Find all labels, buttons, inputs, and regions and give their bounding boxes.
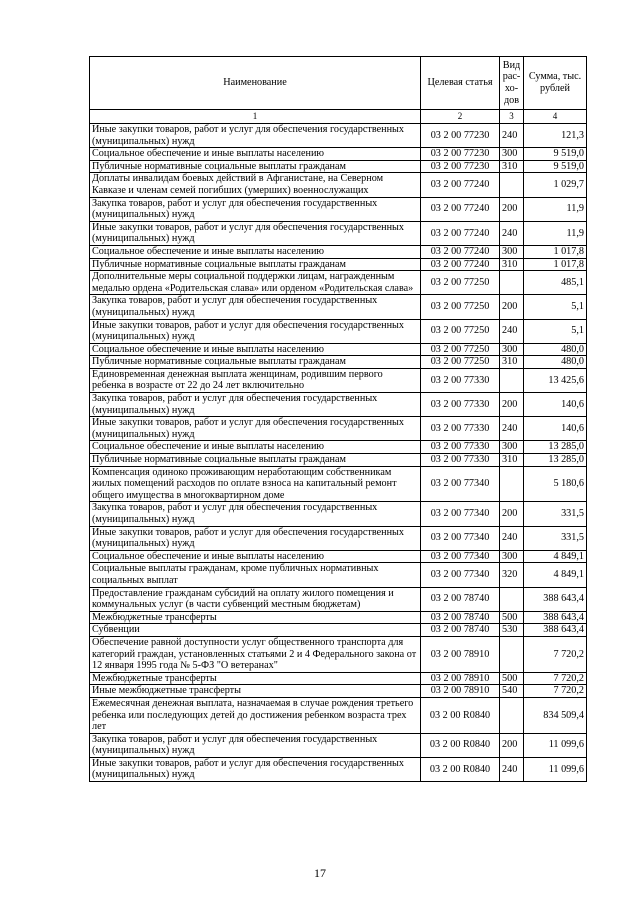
row-sum-cell: 1 029,7 [524, 173, 587, 197]
row-name-cell: Дополнительные меры социальной поддержки лицам, награжденным медалью ордена «Родительская слава» или орденом «Родительская слава» [90, 271, 421, 295]
table-row [90, 526, 587, 550]
row-name-cell: Иные межбюджетные трансферты [90, 685, 421, 698]
row-target-article-cell: 03 2 00 77340 [421, 466, 500, 502]
row-sum-cell: 5,1 [524, 295, 587, 319]
page-number: 17 [314, 866, 326, 880]
table-row [90, 757, 587, 781]
row-target-article-cell: 03 2 00 77340 [421, 550, 500, 563]
row-sum-cell: 140,6 [524, 417, 587, 441]
row-target-article-cell: 03 2 00 78910 [421, 685, 500, 698]
header-name: Наименование [90, 57, 421, 110]
row-sum-cell: 1 017,8 [524, 258, 587, 271]
row-target-article-cell: 03 2 00 77240 [421, 245, 500, 258]
table-row [90, 672, 587, 685]
row-name-cell: Закупка товаров, работ и услуг для обеспечения государственных (муниципальных) нужд [90, 502, 421, 526]
row-expense-type-cell: 200 [500, 295, 524, 319]
table-row [90, 733, 587, 757]
row-expense-type-cell: 540 [500, 685, 524, 698]
header-sum: Сумма, тыс. рублей [524, 57, 587, 110]
column-number-3: 3 [500, 110, 524, 124]
row-name-cell: Социальные выплаты гражданам, кроме публичных нормативных социальных выплат [90, 563, 421, 587]
row-sum-cell: 4 849,1 [524, 563, 587, 587]
row-sum-cell: 4 849,1 [524, 550, 587, 563]
row-target-article-cell: 03 2 00 78740 [421, 587, 500, 611]
table-row [90, 697, 587, 733]
row-target-article-cell: 03 2 00 77250 [421, 319, 500, 343]
row-expense-type-cell: 240 [500, 124, 524, 148]
table-row [90, 417, 587, 441]
table-body [90, 124, 587, 782]
row-target-article-cell: 03 2 00 77240 [421, 258, 500, 271]
row-sum-cell: 485,1 [524, 271, 587, 295]
table-row [90, 319, 587, 343]
row-target-article-cell: 03 2 00 R0840 [421, 697, 500, 733]
row-target-article-cell: 03 2 00 77340 [421, 563, 500, 587]
column-number-1: 1 [90, 110, 421, 124]
row-expense-type-cell: 300 [500, 148, 524, 161]
row-expense-type-cell: 240 [500, 526, 524, 550]
row-target-article-cell: 03 2 00 77240 [421, 197, 500, 221]
row-name-cell: Публичные нормативные социальные выплаты гражданам [90, 356, 421, 369]
row-expense-type-cell: 300 [500, 441, 524, 454]
column-numbers-row [90, 110, 587, 124]
row-target-article-cell: 03 2 00 78910 [421, 636, 500, 672]
table-row [90, 148, 587, 161]
row-name-cell: Публичные нормативные социальные выплаты гражданам [90, 258, 421, 271]
row-expense-type-cell [500, 271, 524, 295]
table-row [90, 611, 587, 624]
row-sum-cell: 11 099,6 [524, 733, 587, 757]
row-sum-cell: 331,5 [524, 502, 587, 526]
table-row [90, 685, 587, 698]
row-name-cell: Компенсация одиноко проживающим неработающим собственникам жилых помещений расходов по оплате взноса на капитальный ремонт общего имущества в многоквартирном доме [90, 466, 421, 502]
row-sum-cell: 11,9 [524, 221, 587, 245]
row-sum-cell: 834 509,4 [524, 697, 587, 733]
row-sum-cell: 7 720,2 [524, 685, 587, 698]
table-row [90, 587, 587, 611]
row-sum-cell: 9 519,0 [524, 148, 587, 161]
row-sum-cell: 13 285,0 [524, 441, 587, 454]
row-sum-cell: 11,9 [524, 197, 587, 221]
row-name-cell: Иные закупки товаров, работ и услуг для обеспечения государственных (муниципальных) нужд [90, 757, 421, 781]
row-name-cell: Иные закупки товаров, работ и услуг для обеспечения государственных (муниципальных) нужд [90, 417, 421, 441]
row-name-cell: Иные закупки товаров, работ и услуг для обеспечения государственных (муниципальных) нужд [90, 221, 421, 245]
row-name-cell: Иные закупки товаров, работ и услуг для обеспечения государственных (муниципальных) нужд [90, 319, 421, 343]
row-expense-type-cell: 310 [500, 160, 524, 173]
row-name-cell: Иные закупки товаров, работ и услуг для обеспечения государственных (муниципальных) нужд [90, 124, 421, 148]
table-row [90, 550, 587, 563]
row-name-cell: Социальное обеспечение и иные выплаты населению [90, 245, 421, 258]
row-name-cell: Социальное обеспечение и иные выплаты населению [90, 148, 421, 161]
row-sum-cell: 7 720,2 [524, 672, 587, 685]
row-name-cell: Межбюджетные трансферты [90, 611, 421, 624]
row-sum-cell: 1 017,8 [524, 245, 587, 258]
row-sum-cell: 5 180,6 [524, 466, 587, 502]
row-name-cell: Публичные нормативные социальные выплаты гражданам [90, 160, 421, 173]
row-sum-cell: 480,0 [524, 343, 587, 356]
row-target-article-cell: 03 2 00 77250 [421, 343, 500, 356]
row-expense-type-cell: 320 [500, 563, 524, 587]
row-sum-cell: 9 519,0 [524, 160, 587, 173]
row-target-article-cell: 03 2 00 R0840 [421, 757, 500, 781]
row-expense-type-cell: 310 [500, 356, 524, 369]
row-name-cell: Закупка товаров, работ и услуг для обеспечения государственных (муниципальных) нужд [90, 197, 421, 221]
row-expense-type-cell: 500 [500, 672, 524, 685]
row-target-article-cell: 03 2 00 77240 [421, 173, 500, 197]
row-expense-type-cell: 240 [500, 221, 524, 245]
row-name-cell: Межбюджетные трансферты [90, 672, 421, 685]
row-target-article-cell: 03 2 00 77330 [421, 368, 500, 392]
row-target-article-cell: 03 2 00 77250 [421, 271, 500, 295]
table-row [90, 173, 587, 197]
row-target-article-cell: 03 2 00 77240 [421, 221, 500, 245]
row-target-article-cell: 03 2 00 77230 [421, 148, 500, 161]
row-sum-cell: 121,3 [524, 124, 587, 148]
row-expense-type-cell [500, 173, 524, 197]
table-row [90, 454, 587, 467]
row-expense-type-cell [500, 697, 524, 733]
row-expense-type-cell: 530 [500, 624, 524, 637]
row-expense-type-cell [500, 587, 524, 611]
row-sum-cell: 13 425,6 [524, 368, 587, 392]
table-row [90, 124, 587, 148]
row-target-article-cell: 03 2 00 78910 [421, 672, 500, 685]
row-target-article-cell: 03 2 00 77330 [421, 454, 500, 467]
table-row [90, 563, 587, 587]
budget-table [89, 56, 587, 782]
table-row [90, 393, 587, 417]
table-row [90, 636, 587, 672]
table-row [90, 221, 587, 245]
row-expense-type-cell [500, 368, 524, 392]
row-name-cell: Социальное обеспечение и иные выплаты населению [90, 441, 421, 454]
row-name-cell: Единовременная денежная выплата женщинам, родившим первого ребенка в возрасте от 22 до 24 лет включительно [90, 368, 421, 392]
row-target-article-cell: 03 2 00 77340 [421, 502, 500, 526]
row-name-cell: Предоставление гражданам субсидий на оплату жилого помещения и коммунальных услуг (в части субвенций местным бюджетам) [90, 587, 421, 611]
row-target-article-cell: 03 2 00 R0840 [421, 733, 500, 757]
table-row [90, 295, 587, 319]
table-row [90, 356, 587, 369]
table-row [90, 343, 587, 356]
row-expense-type-cell: 310 [500, 454, 524, 467]
row-name-cell: Закупка товаров, работ и услуг для обеспечения государственных (муниципальных) нужд [90, 393, 421, 417]
row-name-cell: Субвенции [90, 624, 421, 637]
row-expense-type-cell: 300 [500, 343, 524, 356]
row-name-cell: Социальное обеспечение и иные выплаты населению [90, 343, 421, 356]
row-expense-type-cell: 500 [500, 611, 524, 624]
row-expense-type-cell: 310 [500, 258, 524, 271]
row-sum-cell: 388 643,4 [524, 611, 587, 624]
row-sum-cell: 388 643,4 [524, 587, 587, 611]
row-expense-type-cell: 240 [500, 417, 524, 441]
table-row [90, 271, 587, 295]
row-expense-type-cell: 200 [500, 197, 524, 221]
table-row [90, 160, 587, 173]
row-target-article-cell: 03 2 00 77330 [421, 417, 500, 441]
row-name-cell: Публичные нормативные социальные выплаты гражданам [90, 454, 421, 467]
table-row [90, 197, 587, 221]
column-number-4: 4 [524, 110, 587, 124]
row-target-article-cell: 03 2 00 77230 [421, 124, 500, 148]
row-target-article-cell: 03 2 00 78740 [421, 611, 500, 624]
table-row [90, 441, 587, 454]
row-sum-cell: 13 285,0 [524, 454, 587, 467]
row-sum-cell: 140,6 [524, 393, 587, 417]
row-name-cell: Обеспечение равной доступности услуг общественного транспорта для категорий граждан, установленных статьями 2 и 4 Федерального закона от 12 января 1995 года № 5-ФЗ "О ветеранах" [90, 636, 421, 672]
table-header-row [90, 57, 587, 110]
table-row [90, 502, 587, 526]
row-expense-type-cell: 240 [500, 757, 524, 781]
row-expense-type-cell: 240 [500, 319, 524, 343]
row-expense-type-cell: 200 [500, 733, 524, 757]
row-target-article-cell: 03 2 00 77230 [421, 160, 500, 173]
row-expense-type-cell: 200 [500, 502, 524, 526]
row-sum-cell: 7 720,2 [524, 636, 587, 672]
column-number-2: 2 [421, 110, 500, 124]
row-sum-cell: 331,5 [524, 526, 587, 550]
row-expense-type-cell [500, 636, 524, 672]
table-row [90, 368, 587, 392]
row-expense-type-cell: 300 [500, 245, 524, 258]
row-name-cell: Социальное обеспечение и иные выплаты населению [90, 550, 421, 563]
row-expense-type-cell: 300 [500, 550, 524, 563]
row-target-article-cell: 03 2 00 78740 [421, 624, 500, 637]
row-sum-cell: 11 099,6 [524, 757, 587, 781]
row-target-article-cell: 03 2 00 77330 [421, 441, 500, 454]
row-target-article-cell: 03 2 00 77330 [421, 393, 500, 417]
row-name-cell: Закупка товаров, работ и услуг для обеспечения государственных (муниципальных) нужд [90, 733, 421, 757]
row-sum-cell: 480,0 [524, 356, 587, 369]
row-sum-cell: 5,1 [524, 319, 587, 343]
row-target-article-cell: 03 2 00 77250 [421, 356, 500, 369]
row-target-article-cell: 03 2 00 77340 [421, 526, 500, 550]
table-row [90, 466, 587, 502]
table-row [90, 258, 587, 271]
row-name-cell: Доплаты инвалидам боевых действий в Афганистане, на Северном Кавказе и членам семей погибших (умерших) военнослужащих [90, 173, 421, 197]
row-name-cell: Ежемесячная денежная выплата, назначаемая в случае рождения третьего ребенка или последующих детей до достижения ребенком возраста трех лет [90, 697, 421, 733]
row-sum-cell: 388 643,4 [524, 624, 587, 637]
row-expense-type-cell: 200 [500, 393, 524, 417]
table-row [90, 245, 587, 258]
header-target-article: Целевая статья [421, 57, 500, 110]
row-name-cell: Иные закупки товаров, работ и услуг для обеспечения государственных (муниципальных) нужд [90, 526, 421, 550]
row-target-article-cell: 03 2 00 77250 [421, 295, 500, 319]
table-row [90, 624, 587, 637]
header-expense-type: Вид рас-хо-дов [500, 57, 524, 110]
row-name-cell: Закупка товаров, работ и услуг для обеспечения государственных (муниципальных) нужд [90, 295, 421, 319]
row-expense-type-cell [500, 466, 524, 502]
